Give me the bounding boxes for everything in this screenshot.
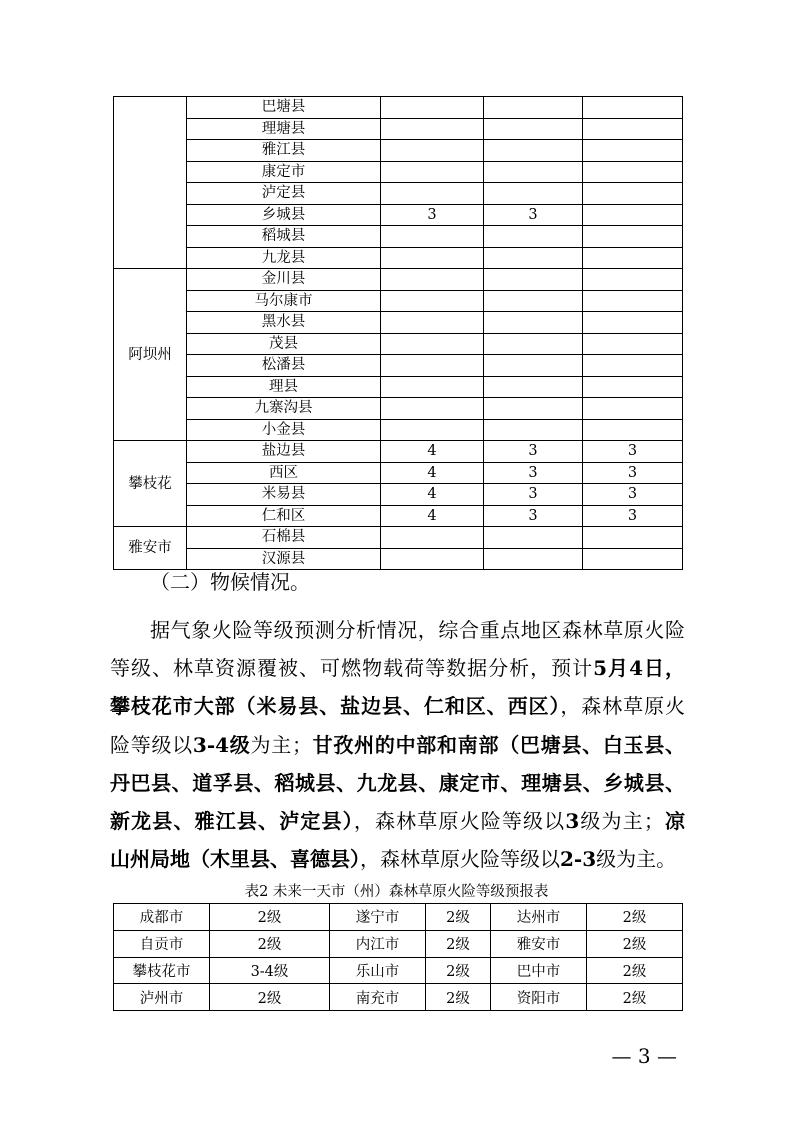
- county-cell: 理县: [187, 376, 381, 398]
- table-row: [114, 398, 683, 420]
- county-cell: 松潘县: [187, 355, 381, 377]
- level-cell: [381, 118, 484, 140]
- county-cell: 巴塘县: [187, 97, 381, 119]
- region-cell: 阿坝州: [114, 269, 187, 441]
- level-cell: [381, 247, 484, 269]
- page-number: — 3 —: [611, 1044, 677, 1068]
- table-row: [114, 957, 683, 984]
- table-row: [114, 118, 683, 140]
- level-cell: 3: [484, 462, 583, 484]
- bold-text: 甘孜州的中部和南部（巴塘县、白玉县、: [311, 732, 686, 757]
- table-row: [114, 527, 683, 549]
- level-cell: [484, 312, 583, 334]
- city-cell: 资阳市: [491, 984, 587, 1011]
- level-cell: [583, 333, 683, 355]
- city-cell: 达州市: [491, 904, 587, 931]
- level-cell: [381, 312, 484, 334]
- text-run: 险等级以: [110, 732, 193, 757]
- level-cell: [583, 419, 683, 441]
- table-row: [114, 484, 683, 506]
- level-cell: [583, 183, 683, 205]
- level-cell: 4: [381, 484, 484, 506]
- text-run: ，森林草原火险等级以: [360, 847, 560, 872]
- table-row: [114, 290, 683, 312]
- level-cell: [583, 97, 683, 119]
- county-cell: 盐边县: [187, 441, 381, 463]
- fire-risk-county-table: [113, 96, 683, 570]
- level-cell: 3: [583, 441, 683, 463]
- level-cell: 3: [583, 484, 683, 506]
- county-cell: 汉源县: [187, 548, 381, 570]
- table-row: [114, 930, 683, 957]
- bold-text: 攀枝花市大部（米易县、盐边县、仁和区、西区）: [110, 694, 561, 719]
- level-cell: [484, 527, 583, 549]
- level-cell: 3: [484, 505, 583, 527]
- level-cell: [583, 527, 683, 549]
- paragraph-line: [110, 687, 685, 725]
- city-fire-risk-table: [113, 903, 683, 1011]
- table-row: [114, 312, 683, 334]
- bold-text: 3: [565, 808, 580, 833]
- level-cell: [381, 419, 484, 441]
- table-row: [114, 161, 683, 183]
- level-cell: [484, 97, 583, 119]
- table-row: [114, 505, 683, 527]
- level-cell: [484, 269, 583, 291]
- level-cell: 4: [381, 441, 484, 463]
- level-cell: 2级: [426, 904, 491, 931]
- county-cell: 西区: [187, 462, 381, 484]
- county-cell: 雅江县: [187, 140, 381, 162]
- level-cell: 2级: [587, 930, 683, 957]
- city-cell: 南充市: [330, 984, 426, 1011]
- level-cell: [381, 398, 484, 420]
- table-row: [114, 97, 683, 119]
- level-cell: 2级: [210, 984, 330, 1011]
- level-cell: 4: [381, 462, 484, 484]
- level-cell: [583, 226, 683, 248]
- table-row: [114, 247, 683, 269]
- table2-caption: 表2 未来一天市（州）森林草原火险等级预报表: [244, 884, 549, 900]
- text-run: 级为主；: [579, 808, 664, 833]
- county-cell: 九寨沟县: [187, 398, 381, 420]
- city-cell: 泸州市: [114, 984, 210, 1011]
- county-cell: 黑水县: [187, 312, 381, 334]
- bold-text: 新龙县、雅江县、泸定县）: [110, 808, 354, 833]
- city-cell: 雅安市: [491, 930, 587, 957]
- level-cell: 3: [381, 204, 484, 226]
- level-cell: [583, 355, 683, 377]
- paragraph-line: [110, 649, 685, 687]
- paragraph-line: [110, 802, 685, 840]
- county-cell: 理塘县: [187, 118, 381, 140]
- city-cell: 内江市: [330, 930, 426, 957]
- level-cell: [381, 527, 484, 549]
- level-cell: [583, 118, 683, 140]
- county-cell: 九龙县: [187, 247, 381, 269]
- paragraph-line: [110, 764, 685, 802]
- table-row: [114, 226, 683, 248]
- level-cell: [381, 161, 484, 183]
- level-cell: [484, 118, 583, 140]
- level-cell: [381, 97, 484, 119]
- bold-text: 凉: [663, 808, 686, 833]
- county-cell: 乡城县: [187, 204, 381, 226]
- level-cell: 3: [484, 204, 583, 226]
- level-cell: 2级: [587, 984, 683, 1011]
- level-cell: 2级: [587, 904, 683, 931]
- city-cell: 自贡市: [114, 930, 210, 957]
- table-row: [114, 183, 683, 205]
- bold-text: 山州局地（木里县、喜德县）: [110, 847, 360, 872]
- bold-text: 丹巴县、道孚县、稻城县、九龙县、康定市、理塘县、乡城县、: [110, 770, 685, 795]
- text-run: 为主；: [250, 732, 312, 757]
- level-cell: [484, 247, 583, 269]
- county-cell: 仁和区: [187, 505, 381, 527]
- forecast-paragraph: [110, 611, 685, 878]
- level-cell: [381, 333, 484, 355]
- level-cell: 3: [583, 505, 683, 527]
- level-cell: [583, 312, 683, 334]
- paragraph-line: [110, 611, 685, 649]
- level-cell: [583, 290, 683, 312]
- region-cell: 雅安市: [114, 527, 187, 570]
- level-cell: 3: [484, 484, 583, 506]
- county-cell: 米易县: [187, 484, 381, 506]
- table-row: [114, 355, 683, 377]
- city-cell: 成都市: [114, 904, 210, 931]
- city-cell: 遂宁市: [330, 904, 426, 931]
- table-row: [114, 904, 683, 931]
- level-cell: [583, 204, 683, 226]
- table-row: [114, 204, 683, 226]
- city-cell: 乐山市: [330, 957, 426, 984]
- table-row: [114, 441, 683, 463]
- level-cell: [583, 398, 683, 420]
- region-cell: [114, 97, 187, 269]
- bold-text: 3-4级: [192, 732, 251, 757]
- level-cell: [381, 355, 484, 377]
- table-row: [114, 376, 683, 398]
- level-cell: [484, 183, 583, 205]
- county-cell: 石棉县: [187, 527, 381, 549]
- county-cell: 泸定县: [187, 183, 381, 205]
- city-cell: 攀枝花市: [114, 957, 210, 984]
- text-run: ，森林草原火险等级以: [353, 808, 566, 833]
- table-row: [114, 984, 683, 1011]
- county-cell: 金川县: [187, 269, 381, 291]
- level-cell: 2级: [426, 930, 491, 957]
- level-cell: 3: [583, 462, 683, 484]
- level-cell: 2级: [587, 957, 683, 984]
- table-row: [114, 269, 683, 291]
- county-cell: 康定市: [187, 161, 381, 183]
- level-cell: [381, 183, 484, 205]
- county-cell: 茂县: [187, 333, 381, 355]
- level-cell: 3-4级: [210, 957, 330, 984]
- section-heading: （二）物候情况。: [150, 570, 310, 594]
- level-cell: [484, 333, 583, 355]
- level-cell: 2级: [210, 930, 330, 957]
- level-cell: [583, 247, 683, 269]
- text-run: 等级、林草资源覆被、可燃物载荷等数据分析，预计: [110, 656, 594, 681]
- level-cell: [381, 290, 484, 312]
- level-cell: [583, 269, 683, 291]
- bold-text: 5月4日，: [593, 656, 685, 681]
- paragraph-line: [110, 726, 685, 764]
- level-cell: [484, 376, 583, 398]
- level-cell: [583, 376, 683, 398]
- county-cell: 小金县: [187, 419, 381, 441]
- level-cell: 2级: [210, 904, 330, 931]
- level-cell: 4: [381, 505, 484, 527]
- level-cell: 2级: [426, 984, 491, 1011]
- paragraph-line: [110, 840, 685, 878]
- level-cell: [484, 290, 583, 312]
- text-run: 据气象火险等级预测分析情况，综合重点地区森林草原火险: [150, 618, 685, 642]
- text-run: ，森林草原火: [560, 694, 686, 719]
- level-cell: [484, 140, 583, 162]
- level-cell: [381, 269, 484, 291]
- table-row: [114, 419, 683, 441]
- level-cell: [381, 226, 484, 248]
- level-cell: [583, 140, 683, 162]
- county-cell: 稻城县: [187, 226, 381, 248]
- level-cell: [381, 140, 484, 162]
- table-row: [114, 140, 683, 162]
- bold-text: 2-3: [560, 847, 597, 872]
- level-cell: [583, 161, 683, 183]
- region-cell: 攀枝花: [114, 441, 187, 527]
- level-cell: [381, 376, 484, 398]
- table-row: [114, 462, 683, 484]
- table-row: [114, 333, 683, 355]
- level-cell: 3: [484, 441, 583, 463]
- level-cell: [484, 398, 583, 420]
- level-cell: 2级: [426, 957, 491, 984]
- level-cell: [484, 226, 583, 248]
- level-cell: [484, 355, 583, 377]
- text-run: 级为主。: [596, 847, 677, 872]
- city-cell: 巴中市: [491, 957, 587, 984]
- level-cell: [484, 161, 583, 183]
- level-cell: [484, 419, 583, 441]
- county-cell: 马尔康市: [187, 290, 381, 312]
